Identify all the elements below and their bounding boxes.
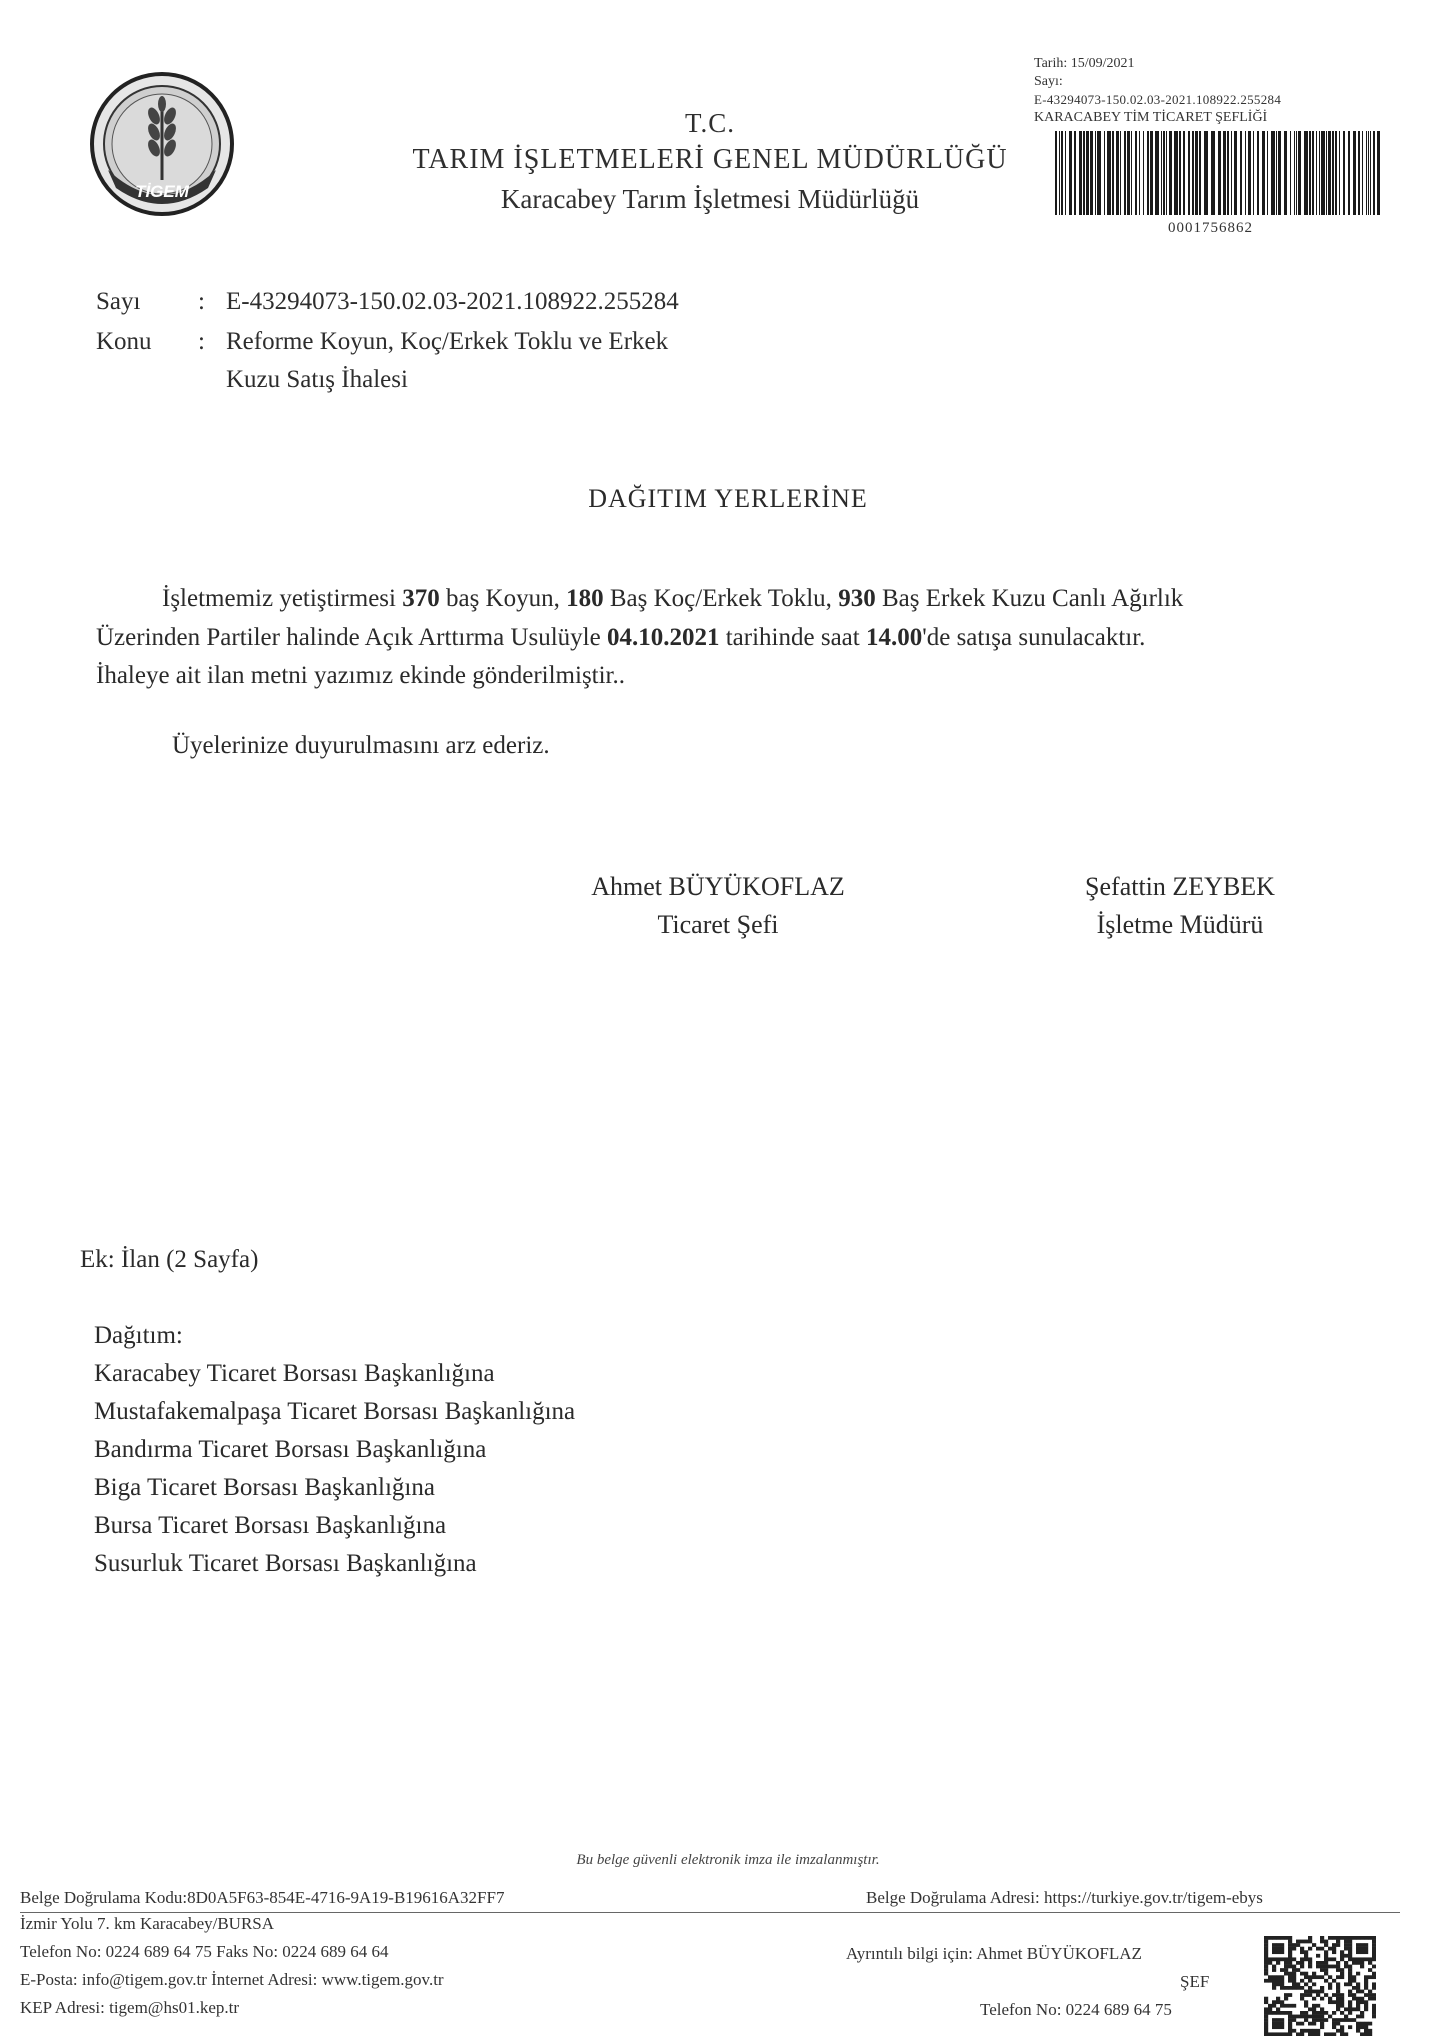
signature-1-name: Ahmet BÜYÜKOFLAZ [591,872,845,901]
verification-url[interactable]: Belge Doğrulama Adresi: https://turkiye.gov.tr/tigem-ebys [866,1888,1263,1907]
footer-email[interactable]: E-Posta: info@tigem.gov.tr İnternet Adresi: www.tigem.gov.tr [20,1970,444,1989]
distribution-item: Bursa Ticaret Borsası Başkanlığına [94,1512,447,1539]
distribution-title: Dağıtım: [94,1322,183,1349]
footer-phone: Telefon No: 0224 689 64 75 Faks No: 0224 689 64 64 [20,1942,389,1961]
footer-kep[interactable]: KEP Adresi: tigem@hs01.kep.tr [20,1998,240,2017]
body-bold-lamb-count: 930 [838,585,876,612]
footer-contact-info: Ayrıntılı bilgi için: Ahmet BÜYÜKOFLAZ [846,1944,1142,1963]
body-text: İşletmemiz yetiştirmesi [162,585,403,612]
stamp-sayi-label: Sayı: [1034,74,1063,89]
distribution-item: Biga Ticaret Borsası Başkanlığına [94,1474,435,1501]
body-line-1 [162,585,1183,613]
header-unit: Karacabey Tarım İşletmesi Müdürlüğü [500,184,920,214]
signature-2-name: Şefattin ZEYBEK [1085,872,1275,901]
footer-contact-role: ŞEF [1180,1972,1210,1991]
stamp-unit: KARACABEY TİM TİCARET ŞEFLİĞİ [1034,110,1268,125]
tigem-logo [88,70,236,218]
distribution-item: Mustafakemalpaşa Ticaret Borsası Başkanlığına [94,1398,576,1425]
distribution-item: Susurluk Ticaret Borsası Başkanlığına [94,1550,477,1577]
footer-divider [20,1912,1400,1913]
barcode-number: 0001756862 [1168,220,1253,236]
konu-value-line-2: Kuzu Satış İhalesi [226,366,408,393]
qr-code-icon [1264,1936,1376,2036]
distribution-item: Karacabey Ticaret Borsası Başkanlığına [94,1360,495,1387]
verification-code: Belge Doğrulama Kodu:8D0A5F63-854E-4716-9A19-B19616A32FF7 [20,1888,505,1907]
body-closing: Üyelerinize duyurulmasını arz ederiz. [172,732,550,759]
stamp-date: Tarih: 15/09/2021 [1034,56,1135,71]
footer-address: İzmir Yolu 7. km Karacabey/BURSA [20,1914,275,1933]
stamp-number: E-43294073-150.02.03-2021.108922.255284 [1034,92,1282,107]
barcode [1055,131,1385,215]
body-bold-ram-count: 180 [566,585,604,612]
sayi-colon: : [198,288,205,315]
signature-1-title: Ticaret Şefi [657,910,779,939]
header-organization: TARIM İŞLETMELERİ GENEL MÜDÜRLÜĞÜ [412,144,1008,175]
body-bold-date: 04.10.2021 [606,624,720,651]
signature-2-title: İşletme Müdürü [1096,910,1264,939]
konu-colon: : [198,328,205,355]
body-line-2 [96,624,1145,652]
body-bold-time: 14.00 [865,624,923,651]
distribution-item: Bandırma Ticaret Borsası Başkanlığına [94,1436,487,1463]
sayi-value: E-43294073-150.02.03-2021.108922.255284 [226,288,679,315]
body-bold-sheep-count: 370 [402,585,440,612]
body-text: 'de satışa sunulacaktır. [922,624,1146,651]
body-text: Baş Koç/Erkek Toklu, [603,585,839,612]
salutation: DAĞITIM YERLERİNE [588,484,868,513]
body-line-3: İhaleye ait ilan metni yazımız ekinde gönderilmiştir.. [96,662,626,689]
sayi-label: Sayı [96,288,141,315]
konu-value-line-1: Reforme Koyun, Koç/Erkek Toklu ve Erkek [226,328,669,355]
body-text: Üzerinden Partiler halinde Açık Arttırma Usulüyle [96,624,607,651]
header-tc: T.C. [685,108,735,138]
body-text: tarihinde saat [719,624,866,651]
footer-contact-phone: Telefon No: 0224 689 64 75 [980,2000,1172,2019]
attachment-note: Ek: İlan (2 Sayfa) [80,1246,259,1273]
e-signature-note: Bu belge güvenli elektronik imza ile imzalanmıştır. [576,1852,880,1868]
konu-label: Konu [96,328,152,355]
body-text: Baş Erkek Kuzu Canlı Ağırlık [875,585,1184,612]
body-text: baş Koyun, [439,585,567,612]
logo-text: TİGEM [135,182,189,201]
